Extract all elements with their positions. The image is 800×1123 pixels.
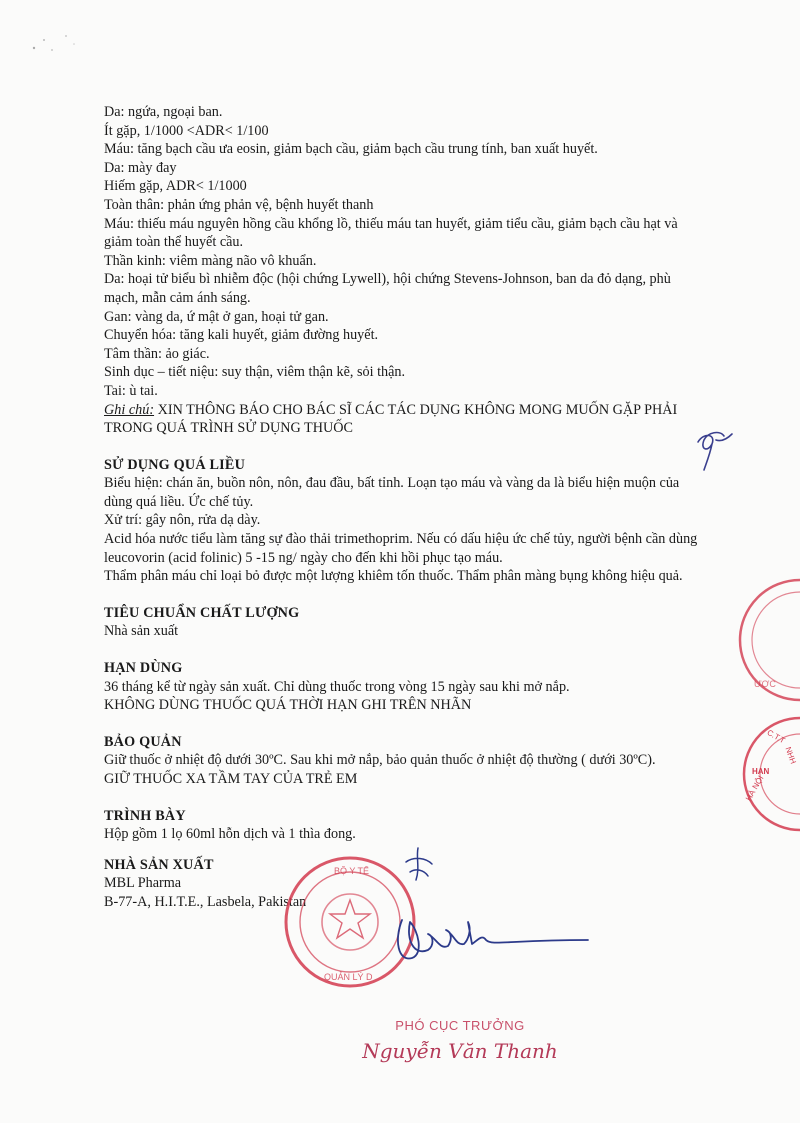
text-line: Acid hóa nước tiểu làm tăng sự đào thải trimethoprim. Nếu có dấu hiệu ức chế tủy, người bệnh cần dùng leucovorin (acid folinic) 5 -15 ng/ ngày cho đến khi hồi phục tạo máu. [104,531,698,566]
text-line: Toàn thân: phản ứng phản vệ, bệnh huyết thanh [104,196,374,213]
overdose-section [104,456,704,586]
document-body [104,103,704,912]
svg-text:QUẢN LÝ D: QUẢN LÝ D [324,972,373,982]
text-line: Chuyển hóa: tăng kali huyết, giảm đường huyết. [104,327,379,344]
section-heading: HẠN DÙNG [104,660,183,677]
text-line: Thần kinh: viêm màng não vô khuẩn. [104,252,317,269]
expiry-section [104,659,704,715]
svg-text:BỘ Y TẾ: BỘ Y TẾ [334,866,370,876]
text-line: Thẩm phân máu chỉ loại bỏ được một lượng khiêm tốn thuốc. Thẩm phân màng bụng không hiệu quả. [104,568,683,585]
initial-mark [690,428,736,477]
text-line: Ít gặp, 1/1000 <ADR< 1/100 [104,122,269,139]
text-line: Sinh dục – tiết niệu: suy thận, viêm thận kẽ, sỏi thận. [104,364,406,381]
section-heading: TIÊU CHUẨN CHẤT LƯỢNG [104,604,300,621]
svg-text:NHH: NHH [783,745,798,766]
text-line: Hiếm gặp, ADR< 1/1000 [104,178,247,195]
text-line: Máu: tăng bạch cầu ưa eosin, giảm bạch cầu, giảm bạch cầu trung tính, ban xuất huyết. [104,141,598,158]
note-text: XIN THÔNG BÁO CHO BÁC SĨ CÁC TÁC DỤNG KHÔNG MONG MUỐN GẶP PHẢI TRONG QUÁ TRÌNH SỬ DỤNG THUỐC [104,401,678,437]
scan-specks [30,30,90,65]
text-line: B-77-A, H.I.T.E., Lasbela, Pakistan [104,893,307,910]
text-line: Tâm thần: ảo giác. [104,345,210,362]
quality-section [104,604,704,641]
section-heading: BẢO QUẢN [104,733,182,750]
edge-seal-upper [728,575,800,710]
section-heading: SỬ DỤNG QUÁ LIỀU [104,456,246,473]
svg-text:ƯỢC: ƯỢC [754,679,776,689]
text-line: GIỮ THUỐC XA TẦM TAY CỦA TRẺ EM [104,771,358,787]
signatory-title: PHÓ CỤC TRƯỞNG [395,1018,525,1033]
section-heading: TRÌNH BÀY [104,807,186,824]
handwritten-signature [388,900,598,995]
text-line: Giữ thuốc ở nhiệt độ dưới 30ºC. Sau khi mở nắp, bảo quản thuốc ở nhiệt độ thường ( dưới 30ºC). [104,752,656,769]
text-line: KHÔNG DÙNG THUỐC QUÁ THỜI HẠN GHI TRÊN NHÃN [104,697,472,714]
signature-block [330,1018,590,1063]
report-note [104,401,704,438]
initial-mark [400,846,436,895]
text-line: Da: mày đay [104,159,177,176]
text-line: 36 tháng kể từ ngày sản xuất. Chỉ dùng thuốc trong vòng 15 ngày sau khi mở nắp. [104,678,570,695]
text-line: Da: hoại tử biểu bì nhiễm độc (hội chứng Lywell), hội chứng Stevens-Johnson, ban da đỏ dạng, phù mạch, mẫn cảm ánh sáng. [104,271,671,306]
text-line: Xử trí: gây nôn, rửa dạ dày. [104,512,261,529]
text-line: MBL Pharma [104,875,182,892]
storage-section [104,733,704,789]
text-line: Hộp gồm 1 lọ 60ml hỗn dịch và 1 thìa đong. [104,826,356,843]
company-seal-edge [726,712,800,841]
text-line: Tai: ù tai. [104,382,158,399]
section-heading: NHÀ SẢN XUẤT [104,856,214,873]
text-line: Da: ngứa, ngoại ban. [104,104,223,120]
text-line: Biểu hiện: chán ăn, buồn nôn, nôn, đau đầu, bất tỉnh. Loạn tạo máu và vàng da là biểu hiện muộn của dùng quá liều. Ức chế tủy. [104,475,680,510]
presentation-section [104,807,704,844]
adverse-effects-section [104,103,704,438]
svg-text:HAN: HAN [752,767,770,776]
svg-text:HÀ NỘI: HÀ NỘI [743,774,766,803]
svg-text:C.T.T: C.T.T [765,727,787,746]
signatory-name: Nguyễn Văn Thanh [362,1039,558,1063]
note-label: Ghi chú: [104,401,155,418]
text-line: Gan: vàng da, ứ mật ở gan, hoại tử gan. [104,308,329,325]
text-line: Nhà sản xuất [104,623,179,640]
text-line: Máu: thiếu máu nguyên hồng cầu khổng lồ, thiếu máu tan huyết, giảm tiểu cầu, giảm bạch cầu hạt và giảm toàn thể huyết cầu. [104,215,678,251]
